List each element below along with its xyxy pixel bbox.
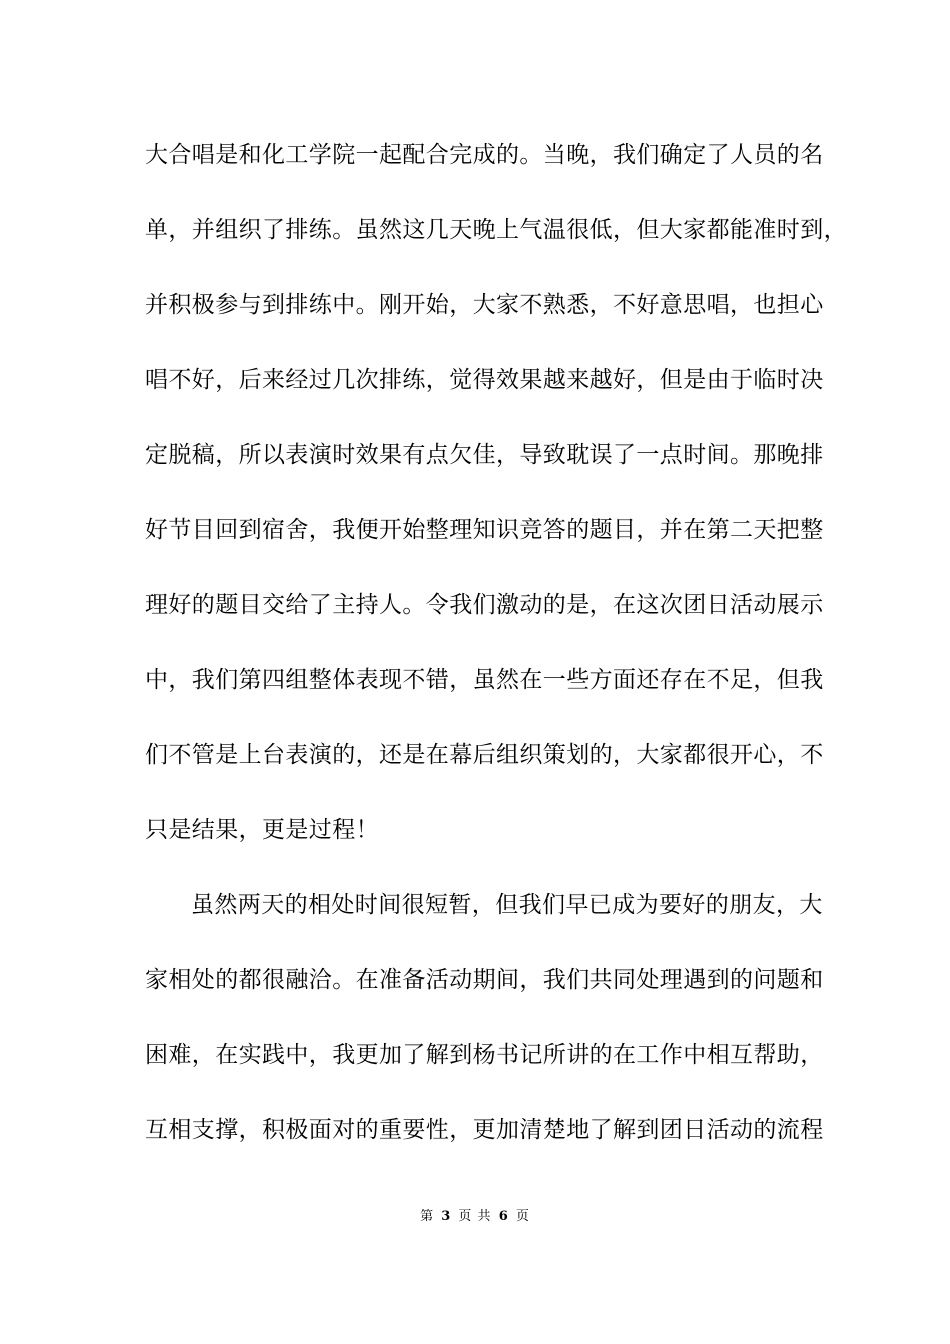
- body-text-line: 只是结果，更是过程！: [145, 817, 379, 843]
- body-text-line: 理好的题目交给了主持人。令我们激动的是，在这次团日活动展示: [145, 592, 824, 618]
- paragraph-first-line: 虽然两天的相处时间很短暂，但我们早已成为要好的朋友，大: [191, 892, 823, 918]
- footer-suffix: 页: [515, 1209, 530, 1224]
- body-text-line: 们不管是上台表演的，还是在幕后组织策划的，大家都很开心，不: [145, 742, 824, 768]
- body-text-line: 互相支撑，积极面对的重要性，更加清楚地了解到团日活动的流程: [145, 1117, 824, 1143]
- footer-middle: 页 共: [458, 1209, 492, 1224]
- body-text-line: 定脱稿，所以表演时效果有点欠佳，导致耽误了一点时间。那晚排: [145, 442, 824, 468]
- body-text-line: 大合唱是和化工学院一起配合完成的。当晚，我们确定了人员的名: [145, 142, 824, 168]
- total-pages-number: 6: [498, 1209, 509, 1224]
- body-text-line: 困难，在实践中，我更加了解到杨书记所讲的在工作中相互帮助，: [145, 1042, 824, 1068]
- page-footer: [0, 1208, 950, 1226]
- body-text-line: 家相处的都很融洽。在准备活动期间，我们共同处理遇到的问题和: [145, 967, 824, 993]
- body-text-line: 并积极参与到排练中。刚开始，大家不熟悉，不好意思唱，也担心: [145, 292, 824, 318]
- body-text-line: 好节目回到宿舍，我便开始整理知识竞答的题目，并在第二天把整: [145, 517, 824, 543]
- body-text-line: 单，并组织了排练。虽然这几天晚上气温很低，但大家都能准时到，: [145, 217, 847, 243]
- body-text-line: 唱不好，后来经过几次排练，觉得效果越来越好，但是由于临时决: [145, 367, 824, 393]
- body-text-line: 中，我们第四组整体表现不错，虽然在一些方面还存在不足，但我: [145, 667, 824, 693]
- current-page-number: 3: [441, 1209, 452, 1224]
- footer-prefix: 第: [420, 1209, 435, 1224]
